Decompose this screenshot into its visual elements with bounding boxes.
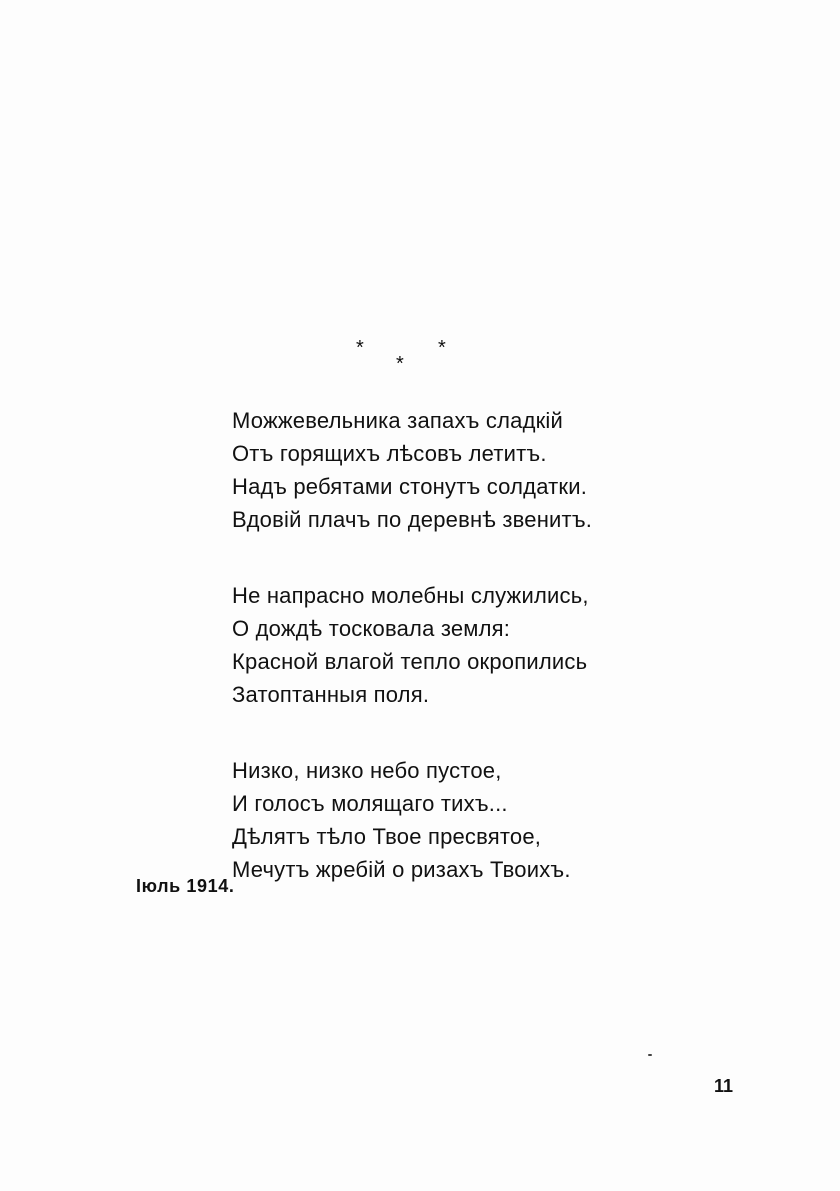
poem-line: Затоптанныя поля.	[232, 682, 430, 707]
poem-line: Не напрасно молебны служились,	[232, 583, 589, 608]
poem-line: Мечутъ жребій о ризахъ Твоихъ.	[232, 857, 571, 882]
asterism-divider	[352, 336, 452, 378]
print-speck	[648, 1054, 652, 1056]
poem-line: Вдовій плачъ по деревнѣ звенитъ.	[232, 507, 593, 532]
poem-line: Отъ горящихъ лѣсовъ летитъ.	[232, 441, 547, 466]
poem-line: Надъ ребятами стонутъ солдатки.	[232, 474, 588, 499]
poem-line: О дождѣ тосковала земля:	[232, 616, 511, 641]
poem	[232, 404, 712, 929]
asterism-star: *	[396, 353, 404, 375]
poem-line: И голосъ молящаго тихъ...	[232, 791, 508, 816]
poem-line: Можжевельника запахъ сладкій	[232, 408, 564, 433]
asterism-star: *	[438, 337, 446, 359]
poem-line: Дѣлятъ тѣло Твое пресвятое,	[232, 824, 542, 849]
stanza-3	[232, 754, 712, 886]
page-number: 11	[714, 1076, 734, 1096]
poem-date: Іюль 1914.	[136, 876, 235, 896]
stanza-2	[232, 579, 712, 711]
poem-line: Низко, низко небо пустое,	[232, 758, 502, 783]
asterism-star: *	[356, 337, 364, 359]
stanza-1	[232, 404, 712, 536]
poem-line: Красной влагой тепло окропились	[232, 649, 588, 674]
